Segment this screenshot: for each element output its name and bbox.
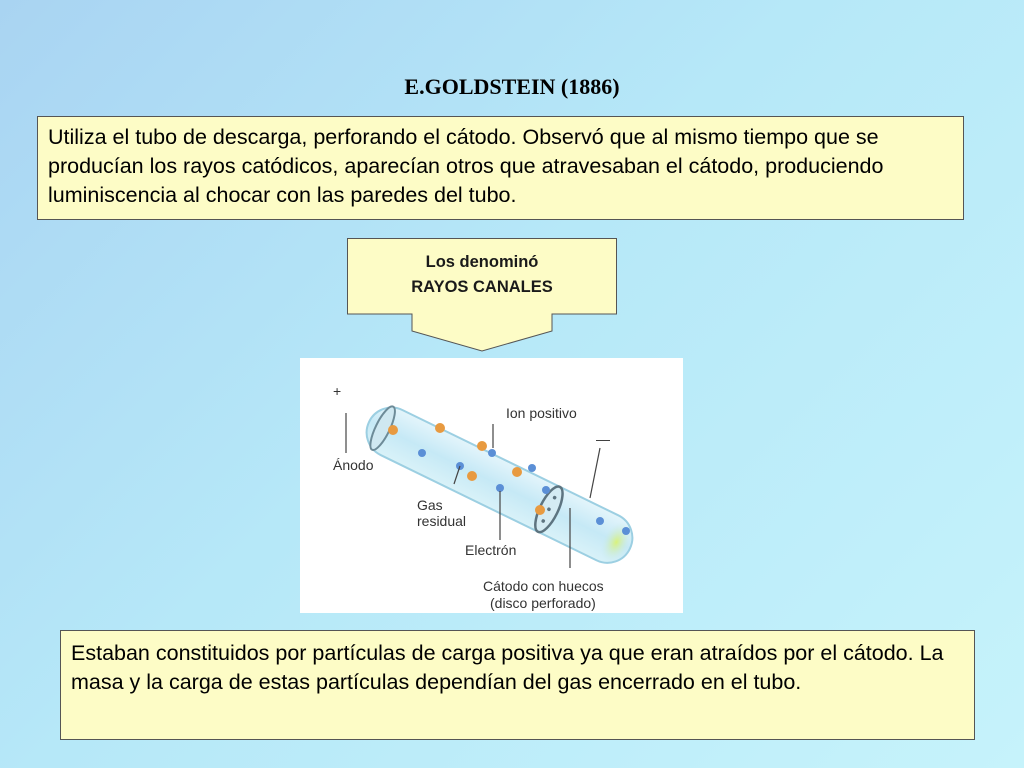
plus-sign: + — [333, 383, 342, 399]
callout-text — [347, 250, 617, 300]
ion-label: Ion positivo — [506, 405, 577, 421]
anode-label: Ánodo — [333, 457, 374, 473]
callout-line-1: Los denominó — [425, 253, 539, 271]
ion-particle — [435, 423, 445, 433]
gas-label-line-2: residual — [417, 513, 467, 529]
electron-particle — [528, 464, 536, 472]
conclusion-text: Estaban constituidos por partículas de carga positiva ya que eran atraídos por el cátodo. La masa y la carga de estas partículas dependían del gas encerrado en el tubo. — [71, 641, 944, 694]
callout-line-2: RAYOS CANALES — [411, 278, 553, 296]
callout-arrow — [347, 238, 617, 353]
ion-particle — [467, 471, 477, 481]
electron-particle — [542, 486, 550, 494]
ion-particle — [512, 467, 522, 477]
gas-label-line-1: Gas — [417, 497, 443, 513]
intro-textbox — [37, 116, 964, 220]
electron-particle — [496, 484, 504, 492]
electron-particle — [596, 517, 604, 525]
intro-text: Utiliza el tubo de descarga, perforando el cátodo. Observó que al mismo tiempo que se producían los rayos catódicos, aparecían otros que atravesaban el cátodo, produciendo luminiscencia al chocar con las paredes del tubo. — [48, 125, 884, 207]
electron-particle — [418, 449, 426, 457]
discharge-tube-figure — [300, 358, 683, 613]
cathode-label-line-1: Cátodo con huecos — [483, 578, 604, 594]
minus-sign: — — [596, 431, 610, 447]
electron-particle — [622, 527, 630, 535]
cathode-label-line-2: (disco perforado) — [490, 595, 596, 611]
ion-particle — [477, 441, 487, 451]
discharge-tube-illustration — [300, 358, 683, 613]
electron-particle — [488, 449, 496, 457]
ion-particle — [535, 505, 545, 515]
electron-label: Electrón — [465, 542, 517, 558]
ion-particle — [388, 425, 398, 435]
conclusion-textbox — [60, 630, 975, 740]
slide-title: E.GOLDSTEIN (1886) — [404, 74, 620, 99]
